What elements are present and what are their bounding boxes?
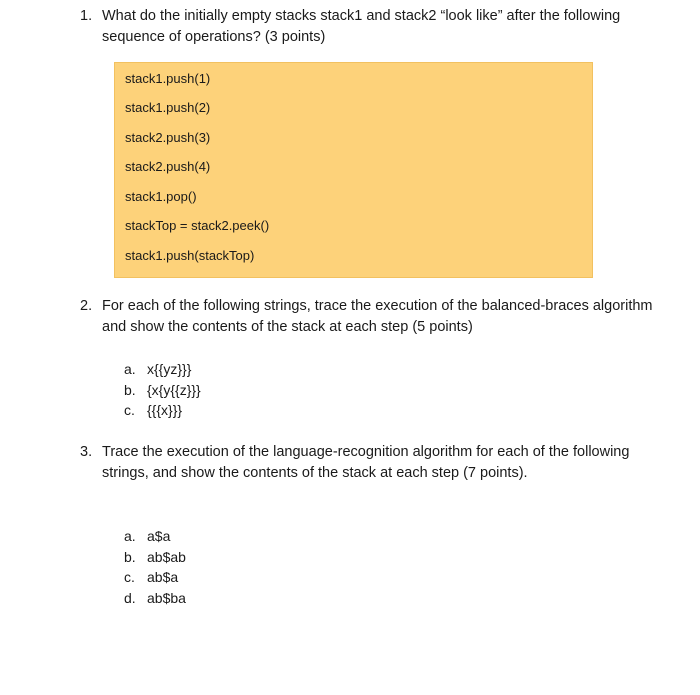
question-1-text: What do the initially empty stacks stack1 and stack2 “look like” after the following sequence of operations? (3 points) — [102, 8, 621, 45]
code-box — [114, 62, 593, 278]
list-item-letter: a. — [124, 361, 136, 377]
question-3 — [80, 442, 680, 484]
list-item-letter: c. — [124, 402, 135, 418]
list-item-text: ab$ba — [147, 589, 186, 606]
list-item-letter: b. — [124, 381, 136, 398]
code-line: stack1.push(2) — [125, 100, 211, 115]
question-3-number: 3. — [80, 444, 93, 460]
list-item-letter: d. — [124, 589, 136, 606]
list-item-letter: b. — [124, 548, 136, 565]
code-line: stack1.pop() — [125, 189, 197, 204]
list-item — [124, 526, 186, 547]
question-2-number: 2. — [80, 298, 93, 314]
list-item-text: {{{x}}} — [147, 402, 183, 418]
question-1-number: 1. — [80, 8, 93, 24]
list-item — [124, 380, 201, 401]
list-item-text: {x{y{{z}}} — [147, 381, 201, 398]
list-item-text: ab$ab — [147, 548, 186, 565]
list-item-text: a$a — [147, 528, 171, 544]
list-item — [124, 567, 186, 588]
list-item — [124, 547, 186, 568]
list-item-text: x{{yz}}} — [147, 361, 192, 377]
list-item — [124, 359, 201, 380]
question-2-string-list — [124, 359, 201, 421]
code-line: stack2.push(3) — [125, 130, 211, 145]
question-2-text: For each of the following strings, trace the execution of the balanced-braces algorithm and show the contents of the stack at each step (5 points) — [102, 298, 653, 335]
question-1 — [80, 6, 680, 48]
question-3-text: Trace the execution of the language-recognition algorithm for each of the following strings, and show the contents of the stack at each step (7 points). — [102, 444, 630, 481]
question-2 — [80, 296, 680, 338]
list-item-text: ab$a — [147, 569, 179, 585]
code-line: stack1.push(1) — [125, 71, 211, 86]
list-item-letter: c. — [124, 569, 135, 585]
code-line: stackTop = stack2.peek() — [125, 218, 270, 233]
list-item — [124, 588, 186, 609]
question-3-string-list — [124, 526, 186, 608]
code-line: stack2.push(4) — [125, 159, 211, 174]
list-item — [124, 400, 201, 421]
list-item-letter: a. — [124, 528, 136, 544]
code-line: stack1.push(stackTop) — [125, 248, 255, 263]
